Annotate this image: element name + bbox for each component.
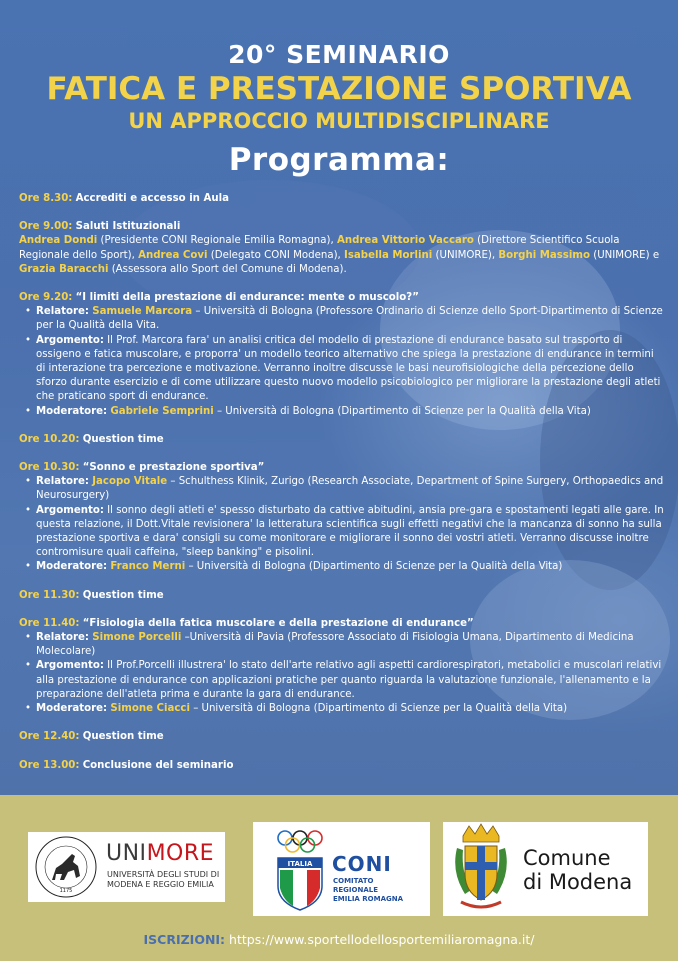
session-9-20: Ore 9.20: “I limiti della prestazione di endurance: mente o muscolo?” bbox=[19, 292, 419, 304]
session-9-00: Ore 9.00: Saluti Istituzionali bbox=[19, 221, 181, 233]
comune-modena-logo bbox=[443, 822, 648, 916]
relatore-item: • Relatore: Samuele Marcora – Università di Bologna (Professore Ordinario di Scienze dello Sport-Dipartimento di Scienze per la Qualità della Vita. bbox=[25, 305, 664, 333]
seminar-number: 20° SEMINARIO bbox=[228, 40, 450, 69]
unimore-logo bbox=[28, 832, 225, 902]
coni-logo bbox=[253, 822, 430, 916]
programma-heading: Programma: bbox=[228, 142, 450, 178]
session-10-30-details bbox=[19, 475, 664, 574]
coni-wordmark: CONI bbox=[332, 852, 392, 876]
moderatore-item: • Moderatore: Franco Merni – Università di Bologna (Dipartimento di Scienze per la Qualità della Vita) bbox=[25, 560, 664, 574]
argomento-item: • Argomento: Il sonno degli atleti e' spesso disturbato da cattive abitudini, ansia pre-gara e spostamenti legati alle gare. In questa relazione, il Dott.Vitale revisionera' la letteratura scientifica sugli effetti negativi che la mancanza di sonno ha sulla prestazione sportiva e dara' consigli su come monitorare e migliorare il sonno dei vostri atleti. Verranno discusse inoltre contromisure quali caffeina, "sleep banking" e pisolini. bbox=[25, 504, 664, 561]
footer-band bbox=[0, 795, 678, 961]
session-10-30: Ore 10.30: “Sonno e prestazione sportiva” bbox=[19, 462, 265, 474]
program-list bbox=[19, 192, 664, 773]
iscrizioni-link[interactable]: https://www.sportellodellosportemiliaromagna.it/ bbox=[229, 932, 535, 947]
session-8-30: Ore 8.30: Accrediti e accesso in Aula bbox=[19, 193, 229, 204]
seminar-title: FATICA E PRESTAZIONE SPORTIVA bbox=[46, 71, 632, 107]
session-11-30: Ore 11.30: Question time bbox=[19, 589, 164, 601]
modena-coat-of-arms-icon bbox=[443, 822, 523, 916]
unimore-wordmark: UNIMORE bbox=[106, 841, 215, 866]
seminar-subtitle: UN APPROCCIO MULTIDISCIPLINARE bbox=[128, 109, 550, 133]
session-13-00: Ore 13.00: Conclusione del seminario bbox=[19, 759, 234, 771]
relatore-item: • Relatore: Simone Porcelli –Università di Pavia (Professore Associato di Fisiologia Umana, Dipartimento di Medicina Molecolare) bbox=[25, 631, 664, 659]
coni-subtitle: COMITATO REGIONALE EMILIA ROMAGNA bbox=[333, 877, 404, 903]
header bbox=[0, 40, 678, 182]
modena-wordmark: Comune di Modena bbox=[523, 846, 633, 894]
argomento-item: • Argomento: Il Prof.Porcelli illustrera' lo stato dell'arte relativo agli aspetti cardiorespiratori, metabolici e muscolari relativi alla prestazione di endurance con applicazioni pratiche per quanto riguarda la valutazione funzionale, l'allenamento e la preparazione dell'atleta prima e durante la gara di endurance. bbox=[25, 659, 664, 702]
session-12-40: Ore 12.40: Question time bbox=[19, 731, 164, 743]
unimore-subtitle: UNIVERSITÀ DEGLI STUDI DI MODENA E REGGIO EMILIA bbox=[107, 870, 220, 889]
moderatore-item: • Moderatore: Gabriele Semprini – Università di Bologna (Dipartimento di Scienze per la Qualità della Vita) bbox=[25, 405, 664, 419]
session-11-40: Ore 11.40: “Fisiologia della fatica muscolare e della prestazione di endurance” bbox=[19, 617, 474, 629]
session-10-20: Ore 10.20: Question time bbox=[19, 433, 164, 445]
moderatore-item: • Moderatore: Simone Ciacci – Università di Bologna (Dipartimento di Scienze per la Qualità della Vita) bbox=[25, 702, 664, 716]
relatore-item: • Relatore: Jacopo Vitale – Schulthess Klinik, Zurigo (Research Associate, Department of Spine Surgery, Orthopaedics and Neurosurgery) bbox=[25, 475, 664, 503]
iscrizioni-label: ISCRIZIONI: bbox=[143, 932, 226, 947]
session-9-00-speakers: Andrea Dondi (Presidente CONI Regionale Emilia Romagna), Andrea Vittorio Vaccaro (Direttore Scientifico Scuola Regionale dello Sport), Andrea Covi (Delegato CONI Modena), Isabella Morlini (UNIMORE), Borghi Massimo (UNIMORE) e Grazia Baracchi (Assessora allo Sport del Comune di Modena). bbox=[19, 235, 660, 275]
session-9-20-details bbox=[19, 305, 664, 419]
argomento-item: • Argomento: Il Prof. Marcora fara' un analisi critica del modello di prestazione di endurance basato sul trasporto di ossigeno e fatica muscolare, e proporra' un modello teorico alternativo che spiega la prestazione di endurance in termini di interazione tra percezione e motivazione. Verranno inoltre discusse le basi neurofisiologiche della percezione dello sforzo durante esercizio e di come utilizzare questo nuovo modello psicobiologico per migliorare la prestazione degli atleti che praticano sport di endurance. bbox=[25, 334, 664, 405]
svg-text:1175: 1175 bbox=[59, 888, 73, 894]
svg-text:ITALIA: ITALIA bbox=[287, 860, 313, 868]
iscrizioni-line bbox=[0, 932, 678, 947]
session-11-40-details bbox=[19, 631, 664, 716]
